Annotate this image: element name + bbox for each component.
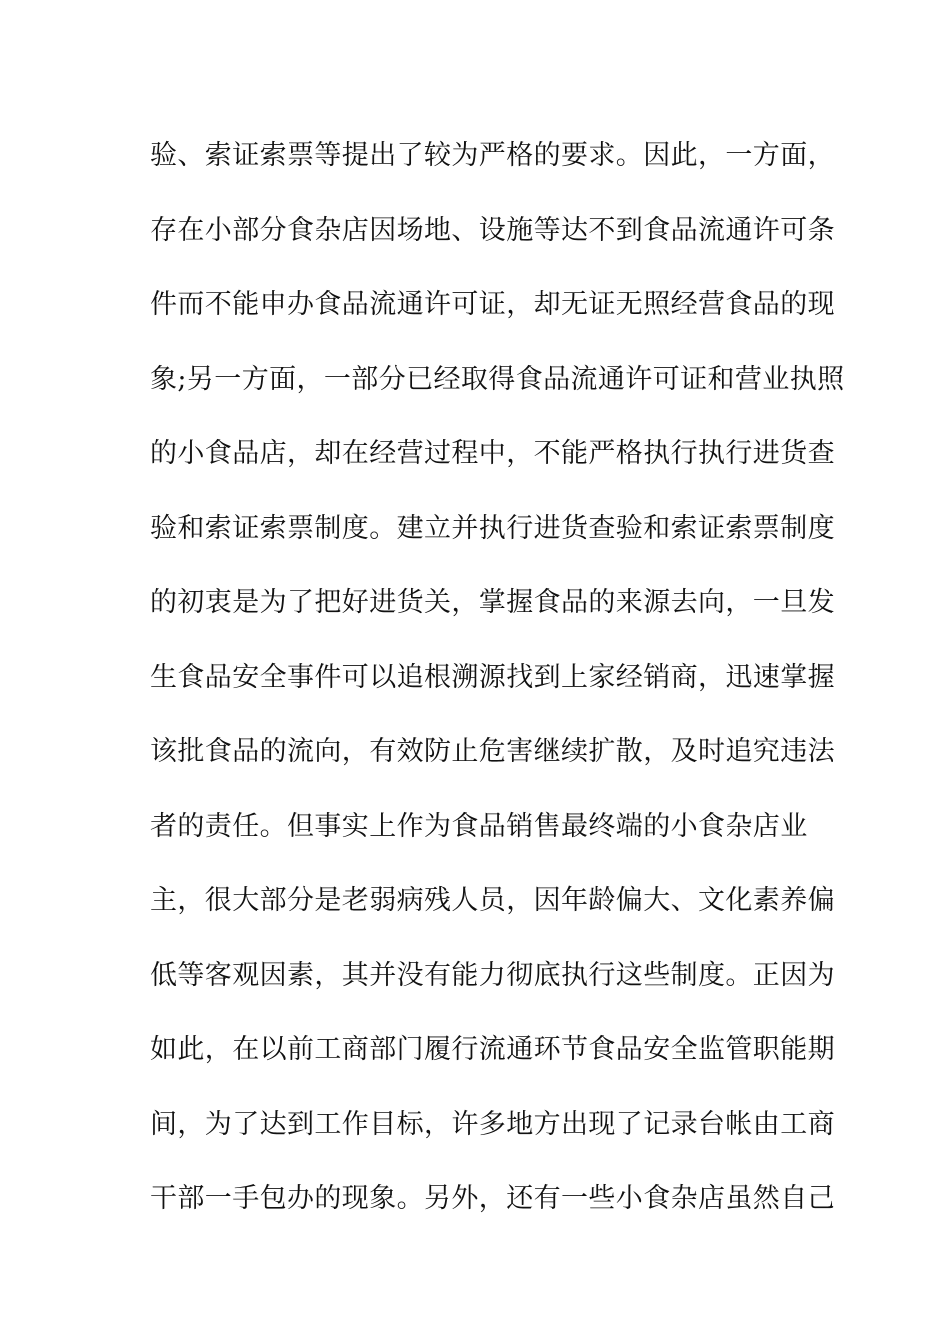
text-line: 干部一手包办的现象。另外，还有一些小食杂店虽然自己 xyxy=(150,1183,835,1214)
text-line: 生食品安全事件可以追根溯源找到上家经销商，迅速掌握 xyxy=(150,661,835,693)
text-line: 的小食品店，却在经营过程中，不能严格执行执行进货查 xyxy=(150,438,835,469)
text-line: 件而不能申办食品流通许可证，却无证无照经营食品的现 xyxy=(150,289,835,320)
text-line: 验和索证索票制度。建立并执行进货查验和索证索票制度 xyxy=(150,512,835,544)
text-line: 如此，在以前工商部门履行流通环节食品安全监管职能期 xyxy=(150,1034,835,1065)
text-line: 存在小部分食杂店因场地、设施等达不到食品流通许可条 xyxy=(150,214,835,246)
text-line: 的初衷是为了把好进货关，掌握食品的来源去向，一旦发 xyxy=(150,587,835,618)
text-line: 象;另一方面，一部分已经取得食品流通许可证和营业执照 xyxy=(150,363,845,395)
text-line: 者的责任。但事实上作为食品销售最终端的小食杂店业 xyxy=(150,810,808,842)
text-line: 低等客观因素，其并没有能力彻底执行这些制度。正因为 xyxy=(150,959,835,991)
text-line: 验、索证索票等提出了较为严格的要求。因此，一方面， xyxy=(150,140,835,171)
text-line: 主，很大部分是老弱病残人员，因年龄偏大、文化素养偏 xyxy=(150,885,835,916)
text-line: 该批食品的流向，有效防止危害继续扩散，及时追究违法 xyxy=(150,736,835,767)
text-line: 间，为了达到工作目标，许多地方出现了记录台帐由工商 xyxy=(150,1108,835,1140)
body-text xyxy=(150,133,845,1251)
